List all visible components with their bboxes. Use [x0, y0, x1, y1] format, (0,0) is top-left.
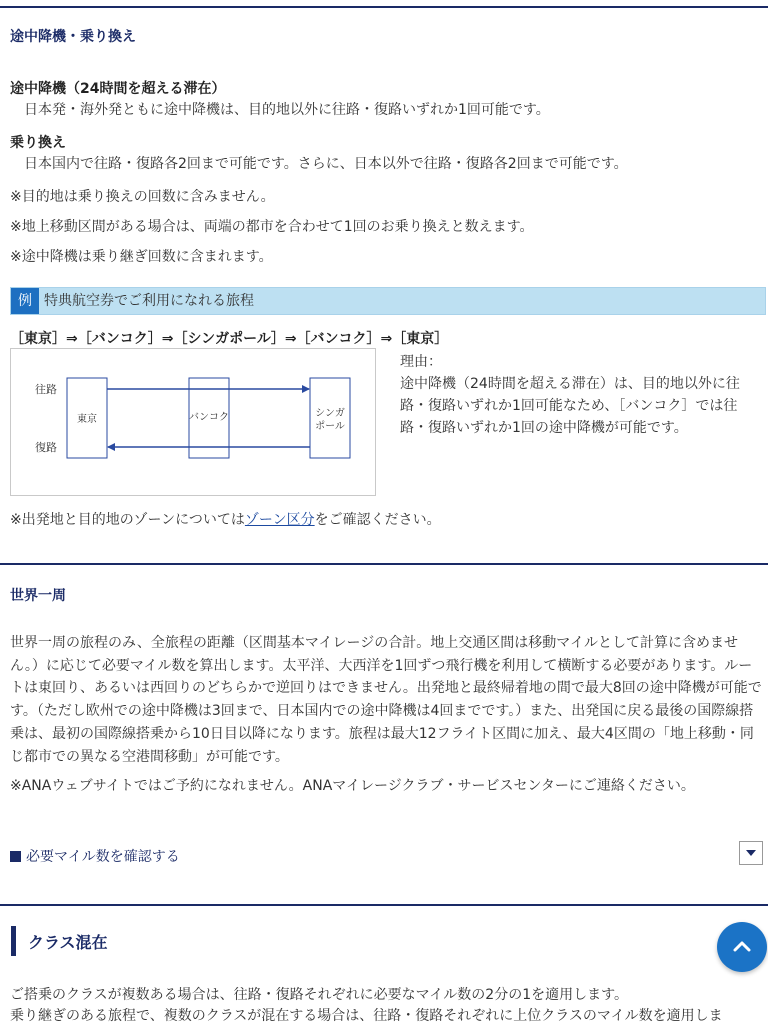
world-paragraph: 世界一周の旅程のみ、全旅程の距離（区間基本マイレージの合計。地上交通区間は移動マイルとして計算に含めません。）に応じて必要マイル数を算出します。太平洋、大西洋を1回ずつ飛行機を利用して横断する必要があります。ルートは東回り、あるいは西回りのどちらかで逆回りはできません。出発地と最終帰着地の間で最大8回の途中降機が可能です。（ただし欧州での途中降機は3回まで、日本国内での途中降機は4回までです。）また、出発国に戻る最後の国際線搭乗は、最初の国際線搭乗から10日目以降になります。旅程は最大12フライト区間に加え、最大4区間の「地上移動・同じ都市での異なる空港間移動」が可能です。 — [10, 635, 762, 765]
return-label: 復路 — [35, 441, 57, 454]
expand-toggle-button[interactable] — [739, 841, 763, 865]
transfer-desc: 日本国内で往路・復路各2回まで可能です。さらに、日本以外で往路・復路各2回まで可能です。 — [24, 156, 628, 172]
world-heading: 世界一周 — [10, 588, 66, 604]
zone-note-before: ※出発地と目的地のゾーンについては — [10, 512, 245, 528]
heading-accent-bar — [11, 926, 16, 956]
example-title: 特典航空券でご利用になれる旅程 — [44, 293, 254, 309]
transfer-title: 乗り換え — [10, 135, 66, 151]
city-label-singapore-2: ポール — [315, 421, 345, 432]
note-destination: ※目的地は乗り換えの回数に含みません。 — [10, 189, 275, 205]
stopover-heading: 途中降機・乗り換え — [10, 29, 136, 45]
class-mix-heading: クラス混在 — [28, 933, 108, 952]
route-diagram — [10, 348, 376, 496]
check-miles-label: 必要マイル数を確認する — [26, 849, 180, 865]
check-miles-link[interactable] — [10, 846, 180, 866]
city-label-tokyo: 東京 — [77, 414, 97, 425]
city-label-singapore-1: シンガ — [315, 408, 345, 419]
route-diagram-svg — [11, 349, 375, 495]
class-mix-line-1: ご搭乗のクラスが複数ある場合は、往路・復路それぞれに必要なマイル数の2分の1を適用します。 — [10, 987, 628, 1003]
section-divider-top — [0, 6, 768, 8]
zone-link[interactable]: ゾーン区分 — [244, 512, 315, 528]
city-label-bangkok: バンコク — [189, 412, 229, 423]
class-mix-line-2: 乗り継ぎのある旅程で、複数のクラスが混在する場合は、往路・復路それぞれに上位クラスのマイル数を適用しま — [10, 1008, 723, 1024]
reason-label: 理由： — [400, 354, 442, 370]
chevron-up-icon — [717, 922, 767, 972]
example-route: ［東京］⇒［バンコク］⇒［シンガポール］⇒［バンコク］⇒［東京］ — [10, 331, 449, 347]
zone-note — [10, 509, 441, 529]
reason-line-3: 路・復路いずれか1回の途中降機が可能です。 — [400, 420, 688, 436]
stopover-title: 途中降機（24時間を超える滞在） — [10, 81, 226, 97]
example-band — [10, 287, 766, 315]
stopover-desc: 日本発・海外発ともに途中降機は、目的地以外に往路・復路いずれか1回可能です。 — [24, 102, 550, 118]
scroll-to-top-button[interactable] — [717, 922, 767, 972]
outbound-label: 往路 — [35, 383, 57, 396]
section-divider-class — [0, 904, 768, 906]
zone-note-after: をご確認ください。 — [314, 512, 441, 528]
example-tag: 例 — [11, 288, 39, 314]
section-divider-world — [0, 563, 768, 565]
world-note: ※ANAウェブサイトではご予約になれません。ANAマイレージクラブ・サービスセンターにご連絡ください。 — [10, 778, 695, 794]
chevron-down-icon — [740, 842, 762, 864]
reason-line-2: 路・復路いずれか1回可能なため、［バンコク］では往 — [400, 398, 738, 414]
square-bullet-icon — [10, 851, 21, 862]
reason-line-1: 途中降機（24時間を超える滞在）は、目的地以外に往 — [400, 376, 740, 392]
note-stopover-count: ※途中降機は乗り継ぎ回数に含まれます。 — [10, 249, 273, 265]
note-ground-transport: ※地上移動区間がある場合は、両端の都市を合わせて1回のお乗り換えと数えます。 — [10, 219, 534, 235]
